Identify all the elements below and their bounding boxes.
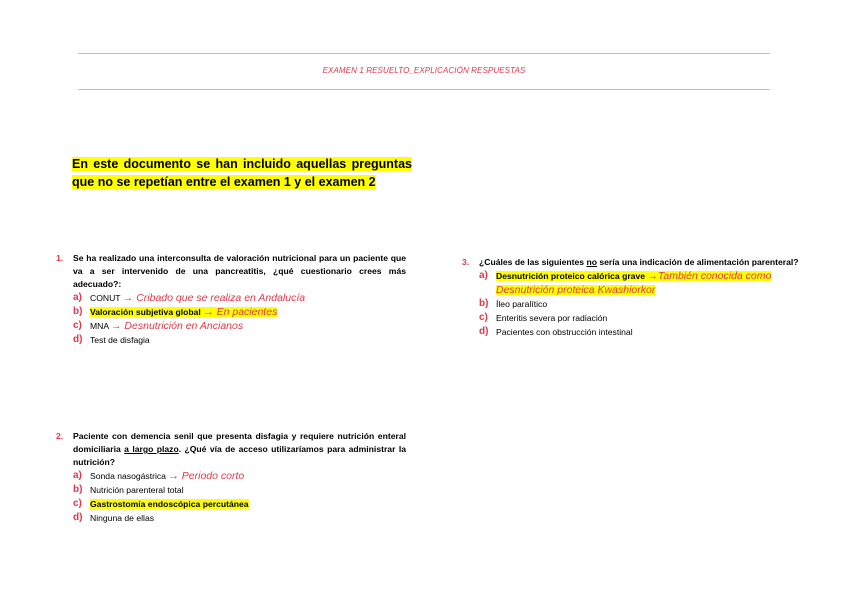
option-text: Nutrición parenteral total xyxy=(90,485,184,495)
option-letter: a) xyxy=(73,292,82,303)
header-rule-top xyxy=(78,53,770,54)
option-b xyxy=(73,483,406,497)
option-note: → En pacientes xyxy=(203,306,278,318)
option-text: Íleo paralítico xyxy=(496,299,548,309)
header-rule-bottom xyxy=(78,89,770,90)
option-text: Test de disfagia xyxy=(90,335,150,345)
question-text: ¿Cuáles de las siguientes no sería una indicación de alimentación parenteral? xyxy=(479,257,799,267)
intro-paragraph xyxy=(72,155,412,191)
option-letter: a) xyxy=(73,470,82,481)
underlined-word: no xyxy=(586,257,597,267)
option-letter: c) xyxy=(479,312,488,323)
option-a xyxy=(73,469,406,483)
question-number: 3. xyxy=(462,257,470,267)
option-d xyxy=(73,333,406,347)
option-text: Sonda nasogástrica xyxy=(90,471,166,481)
option-note: → Periodo corto xyxy=(168,470,245,482)
option-text: Ninguna de ellas xyxy=(90,513,155,523)
underlined-phrase: a largo plazo xyxy=(124,444,179,454)
option-note: → Cribado que se realiza en Andalucía xyxy=(122,292,306,304)
options-list xyxy=(462,269,812,339)
option-c xyxy=(73,319,406,333)
option-b xyxy=(73,305,406,319)
option-text: CONUT xyxy=(90,293,121,303)
option-letter: b) xyxy=(73,306,83,317)
option-a xyxy=(73,291,406,305)
option-letter: b) xyxy=(73,484,83,495)
option-letter: d) xyxy=(73,512,83,523)
option-letter: c) xyxy=(73,320,82,331)
option-letter: a) xyxy=(479,270,488,281)
option-text: Desnutrición proteico calórica grave xyxy=(496,271,646,281)
option-text: Gastrostomía endoscópica percutánea xyxy=(90,499,249,509)
option-letter: b) xyxy=(479,298,489,309)
option-a xyxy=(479,269,812,297)
intro-text: En este documento se han incluido aquellas preguntas que no se repetían entre el examen 1 y el examen 2 xyxy=(72,157,412,189)
option-letter: d) xyxy=(479,326,489,337)
question-text: Paciente con demencia senil que presenta disfagia y requiere nutrición enteral domiciliaria a largo plazo. ¿Qué vía de acceso utilizaríamos para administrar la nutrición? xyxy=(73,431,406,467)
option-note: → Desnutrición en Ancianos xyxy=(111,320,244,332)
options-list xyxy=(56,469,406,525)
option-letter: d) xyxy=(73,334,83,345)
option-text: Valoración subjetiva global xyxy=(90,307,201,317)
option-text: Enteritis severa por radiación xyxy=(496,313,608,323)
question-3 xyxy=(462,256,812,339)
question-number: 2. xyxy=(56,431,64,441)
question-2 xyxy=(56,430,406,525)
option-note: →También conocida como Desnutrición proteica Kwashiorkor xyxy=(496,270,772,296)
option-c xyxy=(479,311,812,325)
option-d xyxy=(479,325,812,339)
option-text: Pacientes con obstrucción intestinal xyxy=(496,327,633,337)
option-letter: c) xyxy=(73,498,82,509)
options-list xyxy=(56,291,406,347)
question-text: Se ha realizado una interconsulta de valoración nutricional para un paciente que va a ser intervenido de una pancreatitis, ¿qué cuestionario crees más adecuado?: xyxy=(73,253,406,289)
header-title: EXAMEN 1 RESUELTO_EXPLICACIÓN RESPUESTAS xyxy=(322,66,526,75)
option-c xyxy=(73,497,406,511)
option-b xyxy=(479,297,812,311)
question-number: 1. xyxy=(56,253,64,263)
option-d xyxy=(73,511,406,525)
question-1 xyxy=(56,252,406,347)
option-text: MNA xyxy=(90,321,109,331)
